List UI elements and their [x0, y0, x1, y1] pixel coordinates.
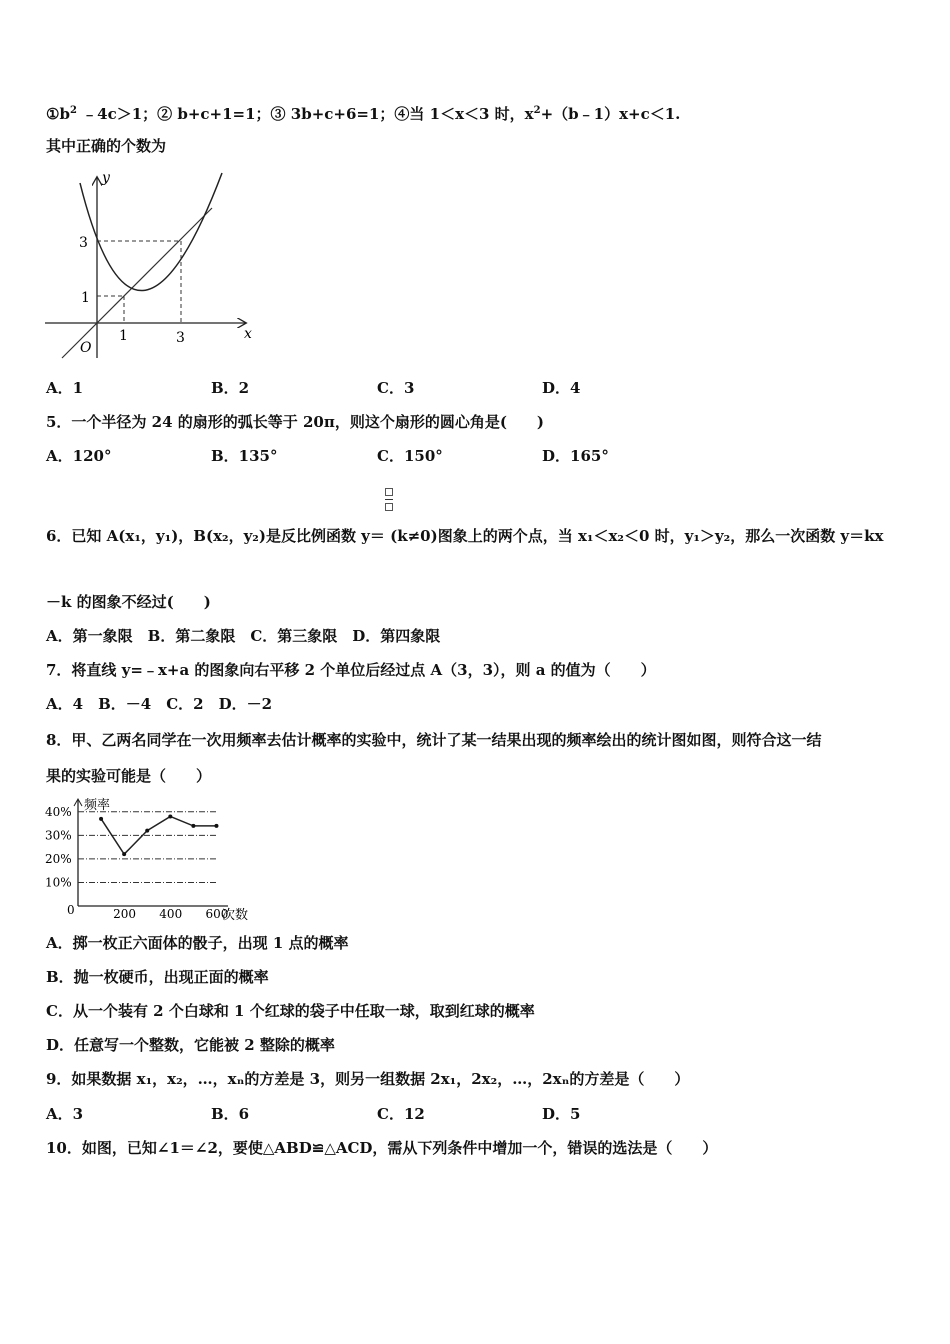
chart-data-point — [122, 852, 126, 856]
parabola-curve — [80, 173, 222, 291]
q7-question: 7．将直线 y=﹣x+a 的图象向右平移 2 个单位后经过点 A（3，3），则 a 的值为（ ） — [46, 661, 656, 679]
q4-statement-part: ﹣4c＞1；② b+c+1=1；③ 3b+c+6=1；④当 1＜x＜3 时，x — [76, 105, 534, 123]
q5-option-c[interactable]: C．150° — [377, 447, 443, 465]
q6-options[interactable]: A．第一象限 B．第二象限 C．第三象限 D．第四象限 — [46, 627, 441, 645]
fraction-placeholder — [385, 488, 393, 514]
q5-question: 5．一个半径为 24 的扇形的弧长等于 20π，则这个扇形的圆心角是( ) — [46, 413, 545, 431]
chart-y-tick-label: 40% — [45, 804, 72, 819]
q9-question: 9．如果数据 x₁，x₂，…，xₙ的方差是 3，则另一组数据 2x₁，2x₂，…，2xₙ的方差是（ ） — [46, 1070, 690, 1088]
chart-x-tick-label: 600 — [205, 907, 229, 921]
chart-data-point — [99, 817, 103, 821]
q9-option-d[interactable]: D．5 — [542, 1105, 581, 1123]
tick-y1: 1 — [81, 290, 90, 306]
q8-option-a[interactable]: A．掷一枚正六面体的骰子，出现 1 点的概率 — [46, 934, 349, 952]
frequency-line-chart — [40, 796, 255, 924]
q4-option-a[interactable]: A．1 — [46, 379, 84, 397]
q8-option-b[interactable]: B．抛一枚硬币，出现正面的概率 — [46, 968, 269, 986]
tick-x3: 3 — [176, 330, 185, 346]
q4-statements — [46, 101, 680, 124]
origin-label: O — [80, 340, 92, 356]
chart-y-tick-label: 10% — [45, 875, 72, 890]
q4-option-b[interactable]: B．2 — [211, 379, 250, 397]
q4-option-d[interactable]: D．4 — [542, 379, 581, 397]
q5-option-d[interactable]: D．165° — [542, 447, 609, 465]
chart-ylabel: 频率 — [84, 798, 111, 813]
q8-option-d[interactable]: D．任意写一个整数，它能被 2 整除的概率 — [46, 1036, 335, 1054]
chart-x-tick-label: 200 — [113, 907, 137, 921]
q5-option-a[interactable]: A．120° — [46, 447, 112, 465]
chart-y-tick-label: 30% — [45, 828, 72, 843]
q5-option-b[interactable]: B．135° — [211, 447, 278, 465]
y-axis-label: y — [102, 170, 110, 186]
q9-option-c[interactable]: C．12 — [377, 1105, 425, 1123]
q4-parabola-graph — [40, 168, 260, 363]
chart-data-point — [191, 824, 195, 828]
chart-y-tick-label: 20% — [45, 851, 72, 866]
x-axis-label: x — [244, 326, 252, 342]
q10-question: 10．如图，已知∠1＝∠2，要使△ABD≌△ACD，需从下列条件中增加一个，错误的选法是（ ） — [46, 1139, 718, 1157]
q6-question-line1: 6．已知 A(x₁，y₁)，B(x₂，y₂)是反比例函数 y＝ (k≠0)图象上的两个点，当 x₁＜x₂＜0 时，y₁＞y₂，那么一次函数 y＝kx — [46, 527, 884, 545]
q7-options[interactable]: A．4 B．－4 C．2 D．－2 — [46, 695, 273, 713]
q4-statement-part: ①b — [46, 105, 70, 123]
chart-data-point — [168, 814, 172, 818]
chart-data-point — [145, 829, 149, 833]
superscript: 2 — [533, 105, 541, 116]
chart-xlabel: 次数 — [222, 908, 249, 923]
chart-origin: 0 — [67, 903, 75, 917]
q9-option-a[interactable]: A．3 — [46, 1105, 84, 1123]
q8-option-c[interactable]: C．从一个装有 2 个白球和 1 个红球的袋子中任取一球，取到红球的概率 — [46, 1002, 535, 1020]
q4-statement-part: +（b﹣1）x+c＜1. — [540, 105, 681, 123]
q6-question-line2: －k 的图象不经过( ) — [46, 593, 211, 611]
q4-question: 其中正确的个数为 — [46, 137, 167, 155]
q8-question-line2: 果的实验可能是（ ） — [46, 767, 212, 785]
q8-question-line1: 8．甲、乙两名同学在一次用频率去估计概率的实验中，统计了某一结果出现的频率绘出的统计图如图，则符合这一结 — [46, 731, 822, 749]
q4-option-c[interactable]: C．3 — [377, 379, 415, 397]
tick-x1: 1 — [119, 328, 128, 344]
chart-x-tick-label: 400 — [159, 907, 183, 921]
chart-data-point — [214, 824, 218, 828]
superscript: 2 — [69, 105, 77, 116]
q9-option-b[interactable]: B．6 — [211, 1105, 250, 1123]
line-y-equals-x — [62, 208, 212, 358]
tick-y3: 3 — [79, 235, 88, 251]
